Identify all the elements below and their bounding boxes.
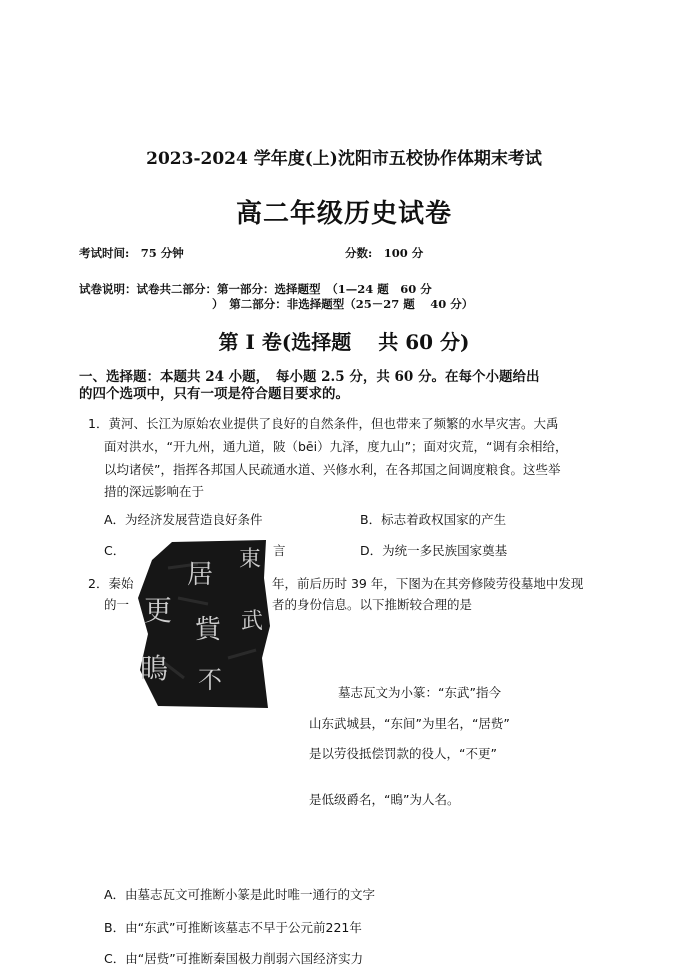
q2-option-a[interactable]: A．由墓志瓦文可推断小篆是此时唯一通行的文字 bbox=[104, 887, 376, 902]
q1-stem-line-1: 1．黄河、长江为原始农业提供了良好的自然条件，但也带来了频繁的水旱灾害。大禹 bbox=[88, 416, 559, 431]
exam-time: 考试时间: 75 分钟 bbox=[79, 246, 184, 260]
tile-glyph-zi: 貲 bbox=[194, 615, 222, 645]
q2-stem-line-2-head: 的一 bbox=[104, 597, 130, 612]
tile-caption-line-2: 山东武城县，“东间”为里名，“居赀” bbox=[309, 716, 510, 731]
tile-caption-line-3: 是以劳役抵偿罚款的役人，“不更” bbox=[309, 746, 497, 761]
q1-option-a[interactable]: A．为经济发展营造良好条件 bbox=[104, 512, 263, 527]
tile-caption-line-4: 是低级爵名，“瞗”为人名。 bbox=[309, 792, 460, 807]
tile-glyph-wu: 武 bbox=[240, 609, 264, 634]
tomb-tile-rubbing-image bbox=[138, 538, 272, 710]
q2-option-b[interactable]: B．由“东武”可推断该墓志不早于公元前221年 bbox=[104, 920, 362, 935]
tile-glyph-name: 瞗 bbox=[139, 652, 169, 685]
q2-option-c[interactable]: C．由“居赀”可推断秦国极力削弱六国经济实力 bbox=[104, 951, 364, 966]
q1-option-c-tail: 言 bbox=[273, 543, 286, 558]
q1-option-d[interactable]: D．为统一多民族国家奠基 bbox=[360, 543, 508, 558]
tile-glyph-geng: 更 bbox=[143, 594, 173, 627]
tile-glyph-bu: 不 bbox=[198, 666, 222, 694]
section-title: 第 I 卷(选择题 共 60 分) bbox=[218, 330, 470, 354]
exam-description-line-1: 试卷说明：试卷共二部分：第一部分：选择题型 （1—24 题 60 分 bbox=[79, 282, 432, 296]
q2-stem-line-2-tail: 者的身份信息。以下推断较合理的是 bbox=[272, 597, 473, 612]
q2-stem-number: 2．秦始 bbox=[88, 576, 134, 591]
section-instruction-line-2: 的四个选项中，只有一项是符合题目要求的。 bbox=[79, 386, 349, 402]
q1-option-b[interactable]: B．标志着政权国家的产生 bbox=[360, 512, 507, 527]
q1-stem-line-3: 以均诸侯”，指挥各邦国人民疏通水道、兴修水利，在各邦国之间调度粮食。这些举 bbox=[104, 462, 561, 477]
subject-title: 高二年级历史试卷 bbox=[235, 199, 452, 229]
tile-glyph-dong: 東 bbox=[238, 547, 262, 572]
q1-option-c[interactable]: C． bbox=[104, 543, 126, 558]
q1-stem-line-2: 面对洪水，“开九州，通九道，陂（bēi）九泽，度九山”；面对灾荒，“调有余相给， bbox=[104, 439, 568, 454]
q1-stem-line-4: 措的深远影响在于 bbox=[104, 484, 205, 499]
q2-stem-line-1-tail: 年，前后历时 39 年，下图为在其旁修陵劳役墓地中发现 bbox=[272, 576, 584, 591]
exam-title: 2023-2024 学年度(上)沈阳市五校协作体期末考试 bbox=[146, 149, 542, 169]
tile-caption-line-1: 墓志瓦文为小篆：“东武”指今 bbox=[338, 685, 501, 700]
exam-score: 分数: 100 分 bbox=[345, 246, 424, 260]
tile-glyph-ju: 居 bbox=[186, 560, 214, 590]
section-instruction-line-1: 一、选择题：本题共 24 小题， 每小题 2.5 分，共 60 分。在每个小题给出 bbox=[79, 369, 540, 385]
exam-description-line-2: ） 第二部分：非选择题型（25－27 题 40 分） bbox=[212, 297, 474, 311]
